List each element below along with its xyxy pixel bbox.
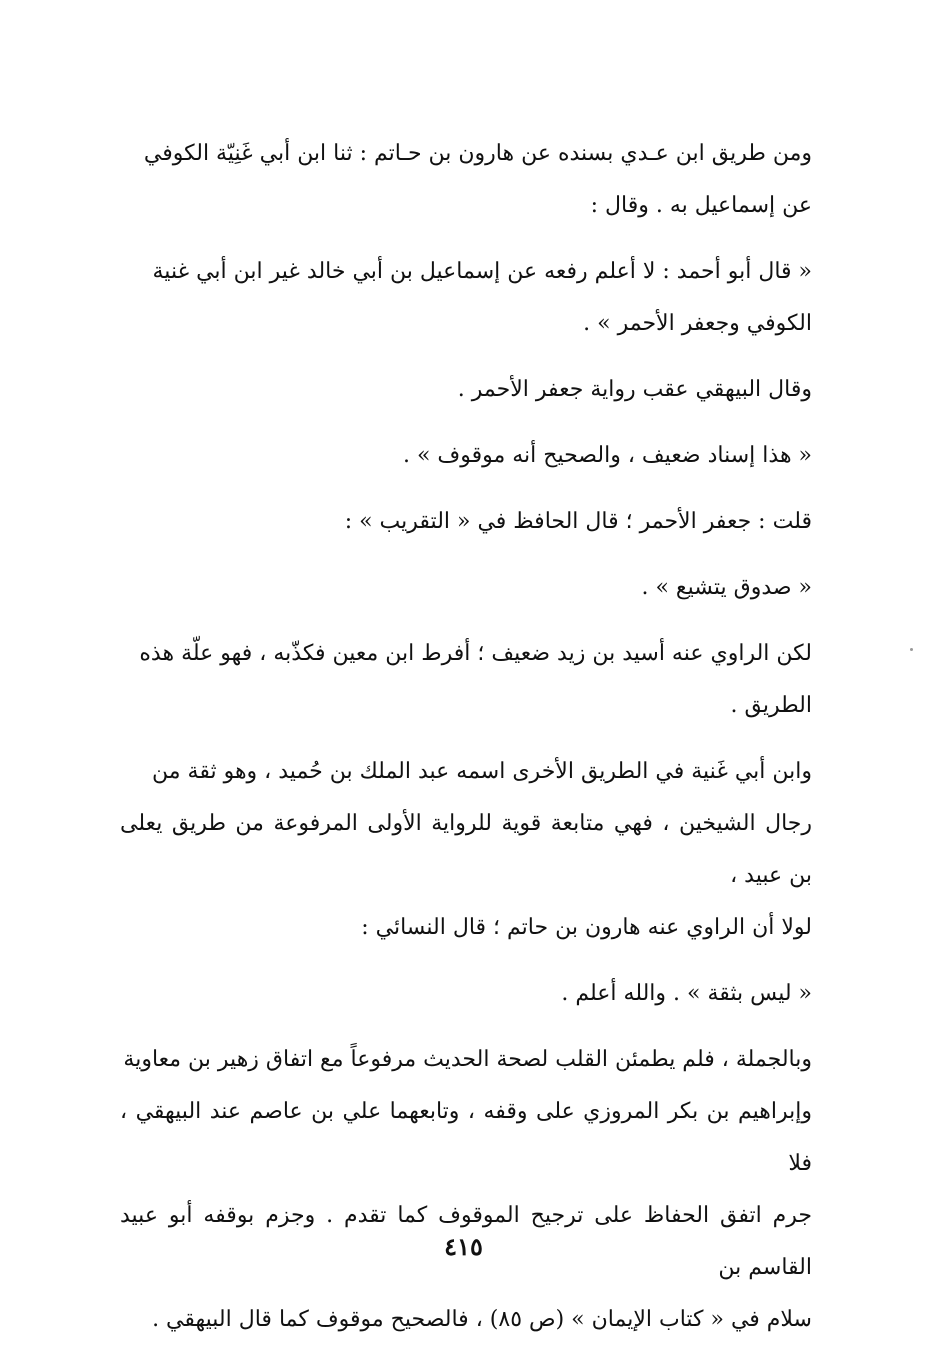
text-line: « صدوق يتشيع » . (641, 575, 812, 600)
text-line: وبالجملة ، فلم يطمئن القلب لصحة الحديث مرفوعاً مع اتفاق زهير بن معاوية (123, 1047, 812, 1072)
text-line: ومن طريق ابن عـدي بسنده عن هارون بن حـاتم : ثنا ابن أبي غَنِيّة الكوفي (143, 141, 812, 166)
text-line: الطريق . (730, 693, 812, 718)
paragraph-9 (120, 968, 858, 1020)
text-line: « قال أبو أحمد : لا أعلم رفعه عن إسماعيل بن أبي خالد غير ابن أبي غنية (152, 259, 812, 284)
text-line: سلام في « كتاب الإيمان » (ص ٨٥) ، فالصحيح موقوف كما قال البيهقي . (152, 1307, 812, 1332)
scan-speck (910, 648, 913, 651)
paragraph-4 (120, 430, 858, 482)
body-text (120, 128, 858, 1346)
text-line: قلت : جعفر الأحمر ؛ قال الحافظ في « التقريب » : (344, 509, 812, 534)
text-line: وابن أبي غَنية في الطريق الأخرى اسمه عبد الملك بن حُميد ، وهو ثقة من (152, 759, 812, 784)
text-line: « ليس بثقة » . والله أعلم . (561, 981, 812, 1006)
paragraph-1 (120, 128, 858, 232)
text-line: لولا أن الراوي عنه هارون بن حاتم ؛ قال النسائي : (361, 915, 812, 940)
paragraph-10 (120, 1034, 858, 1346)
text-line: عن إسماعيل به . وقال : (590, 193, 812, 218)
text-line: وقال البيهقي عقب رواية جعفر الأحمر . (457, 377, 812, 402)
text-line: « هذا إسناد ضعيف ، والصحيح أنه موقوف » . (402, 443, 812, 468)
paragraph-2 (120, 246, 858, 350)
text-line: الكوفي وجعفر الأحمر » . (583, 311, 812, 336)
text-line: رجال الشيخين ، فهي متابعة قوية للرواية الأولى المرفوعة من طريق يعلى بن عبيد ، (120, 811, 812, 888)
paragraph-7 (120, 628, 858, 732)
page-number: ٤١٥ (444, 1232, 483, 1261)
paragraph-5 (120, 496, 858, 548)
paragraph-3 (120, 364, 858, 416)
text-line: وإبراهيم بن بكر المروزي على وقفه ، وتابعهما علي بن عاصم عند البيهقي ، فلا (120, 1099, 812, 1176)
text-line: لكن الراوي عنه أسيد بن زيد ضعيف ؛ أفرط ابن معين فكذّبه ، فهو علّة هذه (139, 641, 812, 666)
paragraph-8 (120, 746, 858, 954)
paragraph-6 (120, 562, 858, 614)
text-line: جرم اتفق الحفاظ على ترجيح الموقوف كما تقدم . وجزم بوقفه أبو عبيد القاسم بن (120, 1203, 812, 1280)
